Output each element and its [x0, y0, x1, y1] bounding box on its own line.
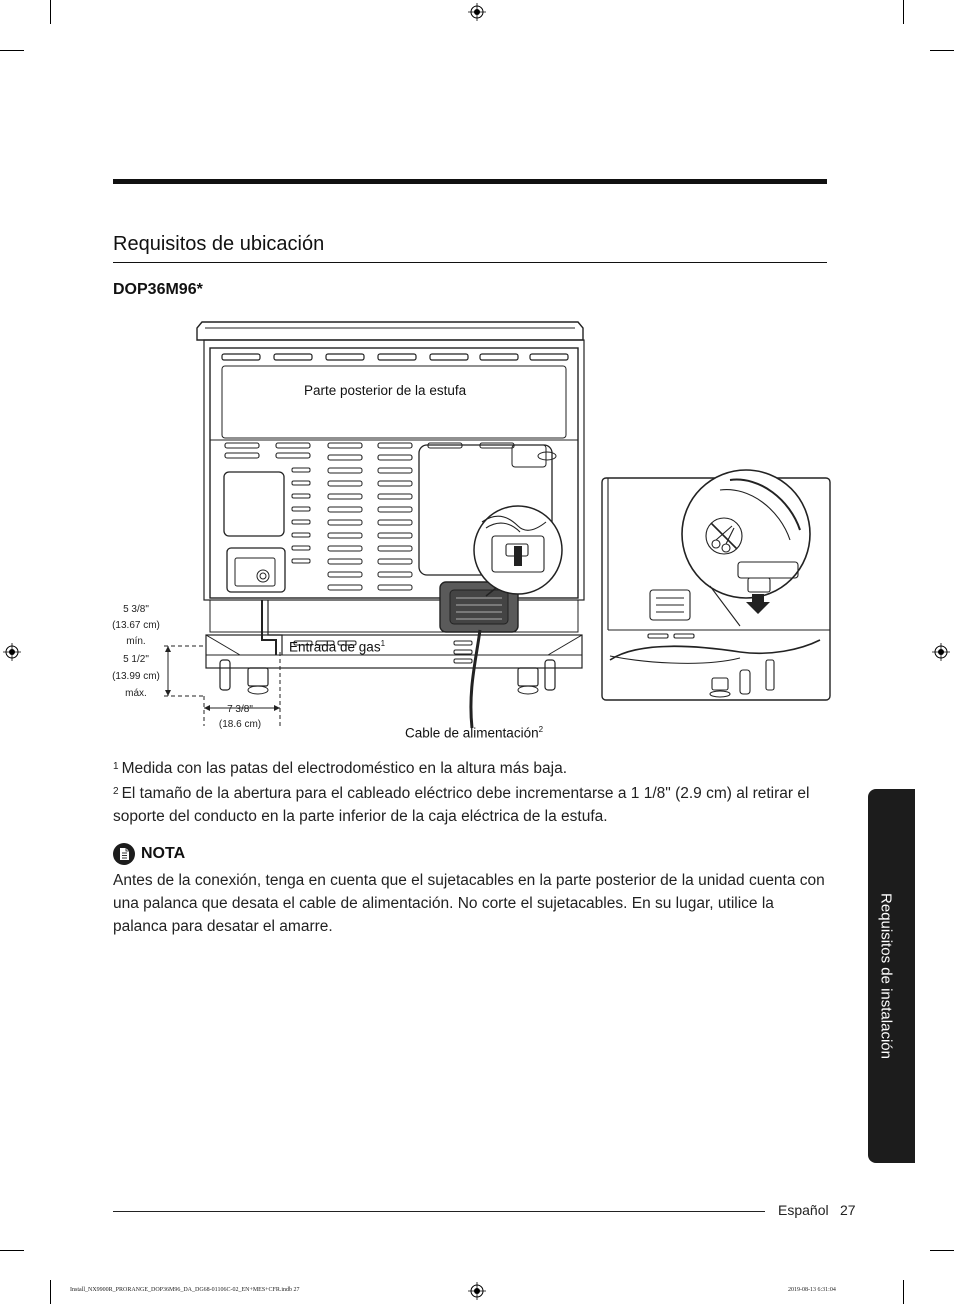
- note-text: Antes de la conexión, tenga en cuenta que el sujetacables en la parte posterior de la unidad cuenta con una palanca que desata el cable de alimentación. No corte el sujetacables. En su lugar, utilice la palanca para desatar el amarre.: [113, 872, 825, 935]
- rear-label: Parte posterior de la estufa: [304, 383, 467, 398]
- gas-inlet-label: [289, 639, 385, 655]
- dim-min-value: 5 3/8": [123, 604, 149, 615]
- section-rule: [113, 262, 827, 263]
- section-title: Requisitos de ubicación: [113, 233, 325, 255]
- dim-max-metric: (13.99 cm): [112, 671, 160, 682]
- footnote-text: El tamaño de la abertura para el cableado eléctrico debe incrementarse a 1 1/8" (2.9 cm) al retirar el soporte del conducto en la parte inferior de la caja eléctrica de la estufa.: [113, 785, 810, 825]
- power-cord-text: Cable de alimentación: [405, 725, 539, 741]
- dim-width-metric: (18.6 cm): [218, 719, 262, 730]
- dim-width-value: 7 3/8": [227, 704, 253, 715]
- crop-mark: [903, 0, 904, 24]
- dim-max-block: [108, 651, 164, 702]
- crop-mark: [50, 1280, 51, 1304]
- model-heading: DOP36M96*: [113, 281, 203, 298]
- gas-inlet-superscript: 1: [380, 639, 386, 648]
- print-slug-file: Install_NX9900R_PRORANGE_DOP36M96_DA_DG68-01106C-02_EN+MES+CFR.indb 27: [70, 1287, 300, 1293]
- note-heading: [113, 842, 185, 866]
- registration-mark-icon: [932, 643, 950, 661]
- dim-min-note: mín.: [126, 636, 146, 647]
- dim-max-note: máx.: [125, 688, 147, 699]
- registration-mark-icon: [3, 643, 21, 661]
- dim-min-block: [108, 602, 164, 650]
- crop-mark: [0, 50, 24, 51]
- crop-mark: [0, 1250, 24, 1251]
- footer-rule: [113, 1211, 765, 1212]
- page-number: 27: [840, 1202, 856, 1218]
- crop-mark: [50, 0, 51, 24]
- dim-min-metric: (13.67 cm): [112, 620, 160, 631]
- footnote-1: [113, 757, 829, 780]
- note-icon: [113, 843, 135, 865]
- footnote-number: 2: [113, 786, 119, 797]
- gas-inlet-text: Entrada de gas: [289, 639, 381, 655]
- side-tab-text: Requisitos de instalación: [877, 893, 895, 1059]
- footer-language: Español: [778, 1202, 829, 1218]
- crop-mark: [930, 1250, 954, 1251]
- crop-mark: [903, 1280, 904, 1304]
- note-label: NOTA: [141, 845, 186, 862]
- footnote-2: [113, 782, 829, 828]
- dim-width-block: [212, 702, 268, 732]
- print-slug-date: 2019-08-13 6:31:04: [788, 1287, 836, 1293]
- dim-max-value: 5 1/2": [123, 654, 149, 665]
- footnote-text: Medida con las patas del electrodoméstico en la altura más baja.: [121, 760, 568, 777]
- registration-mark-icon: [468, 3, 486, 21]
- power-cord-superscript: 2: [538, 725, 544, 734]
- power-cord-label: [405, 725, 543, 741]
- top-rule: [113, 179, 827, 184]
- registration-mark-icon: [468, 1282, 486, 1300]
- range-rear-diagram: [100, 300, 840, 750]
- footnote-number: 1: [113, 761, 119, 772]
- crop-mark: [930, 50, 954, 51]
